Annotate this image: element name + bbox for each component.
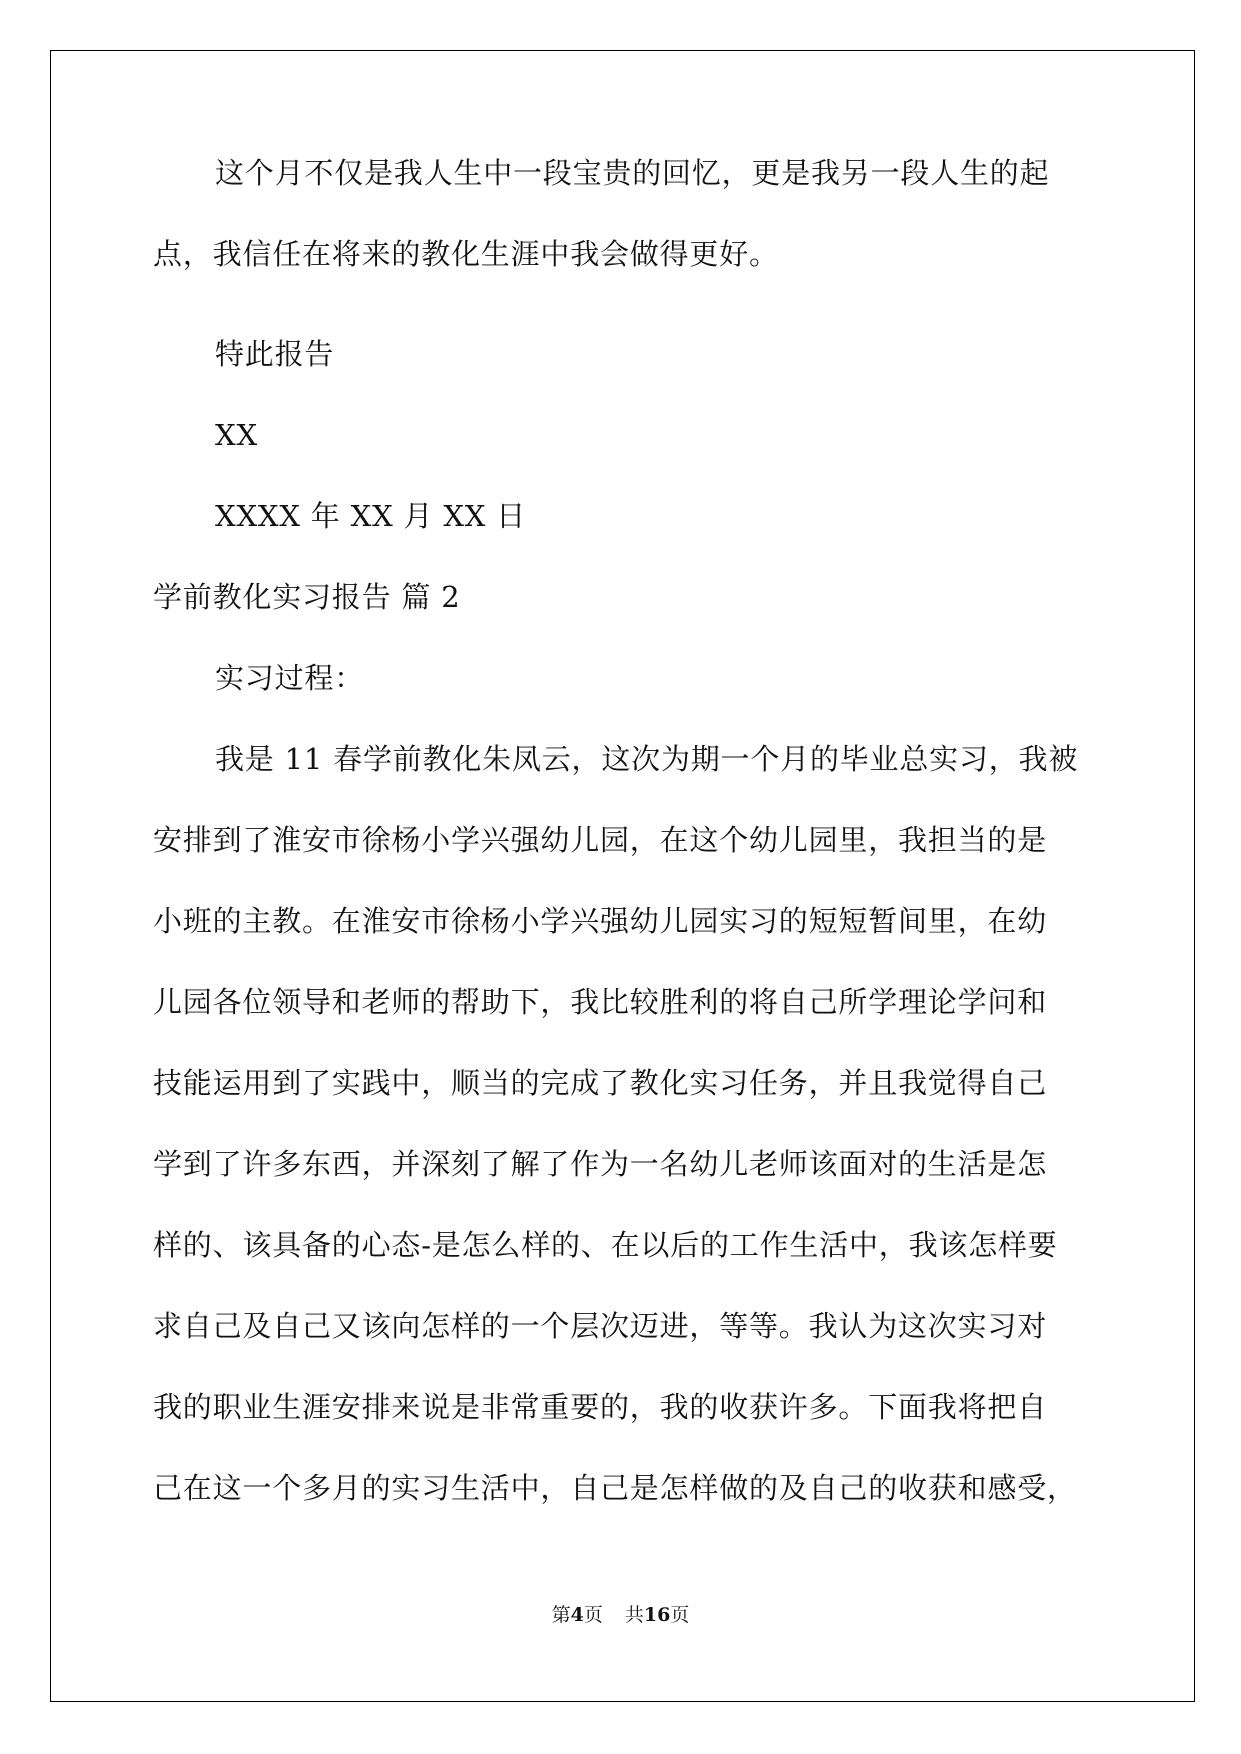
paragraph-line: 样的、该具备的心态-是怎么样的、在以后的工作生活中，我该怎样要 xyxy=(153,1228,1058,1262)
signature-date: XXXX 年 XX 月 XX 日 xyxy=(215,499,527,533)
page-border xyxy=(50,50,1195,1702)
section-heading: 学前教化实习报告 篇 2 xyxy=(153,580,461,614)
page-number-prefix: 第 xyxy=(551,1604,571,1626)
paragraph-line: 我的职业生涯安排来说是非常重要的，我的收获许多。下面我将把自 xyxy=(153,1390,1048,1424)
page-total-prefix: 共 xyxy=(624,1604,644,1626)
signature-name: XX xyxy=(215,418,258,452)
paragraph-line: 己在这一个多月的实习生活中，自己是怎样做的及自己的收获和感受， xyxy=(153,1471,1077,1505)
page-total: 16 xyxy=(643,1604,671,1626)
paragraph-line: 技能运用到了实践中，顺当的完成了教化实习任务，并且我觉得自己 xyxy=(153,1066,1048,1100)
paragraph-line: 这个月不仅是我人生中一段宝贵的回忆，更是我另一段人生的起 xyxy=(215,156,1050,190)
paragraph-line: 我是 11 春学前教化朱凤云，这次为期一个月的毕业总实习，我被 xyxy=(215,742,1079,776)
page-number-current: 4 xyxy=(570,1604,584,1626)
page-total-suffix: 页 xyxy=(670,1604,690,1626)
subsection-heading: 实习过程： xyxy=(215,661,365,695)
paragraph-line: 小班的主教。在淮安市徐杨小学兴强幼儿园实习的短短暂间里，在幼 xyxy=(153,904,1048,938)
paragraph-line: 求自己及自己又该向怎样的一个层次迈进，等等。我认为这次实习对 xyxy=(153,1309,1048,1343)
closing-text: 特此报告 xyxy=(215,337,335,371)
paragraph-line: 儿园各位领导和老师的帮助下，我比较胜利的将自己所学理论学问和 xyxy=(153,985,1048,1019)
page-footer xyxy=(0,1603,1241,1627)
page-number-suffix: 页 xyxy=(583,1604,603,1626)
paragraph-line: 点，我信任在将来的教化生涯中我会做得更好。 xyxy=(153,237,779,271)
paragraph-line: 安排到了淮安市徐杨小学兴强幼儿园，在这个幼儿园里，我担当的是 xyxy=(153,823,1048,857)
paragraph-line: 学到了许多东西，并深刻了解了作为一名幼儿老师该面对的生活是怎 xyxy=(153,1147,1048,1181)
